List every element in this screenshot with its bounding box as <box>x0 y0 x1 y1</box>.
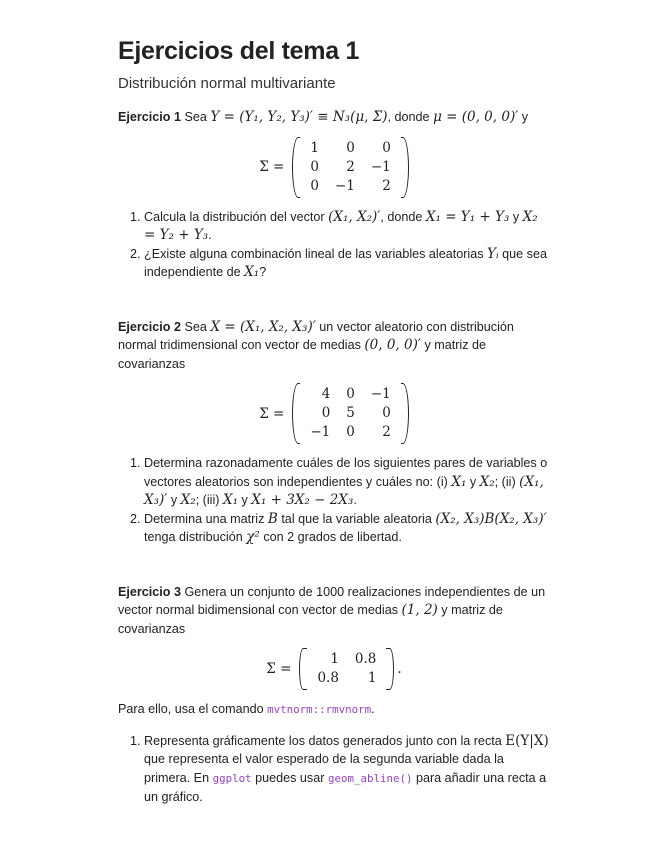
exercise-3-intro <box>118 583 550 639</box>
math: E(Y|X) <box>505 732 549 749</box>
matrix-cell: 2 <box>346 158 355 175</box>
matrix-cell: 4 <box>321 386 331 402</box>
exercise-3 <box>118 583 550 807</box>
list-item <box>144 208 550 245</box>
matrix-cell: 0.8 <box>317 670 339 686</box>
right-paren <box>386 648 394 690</box>
text: que representa el valor esperado de la segunda variable dada la primera. En <box>144 752 504 785</box>
math: X₁ <box>222 492 238 508</box>
math: (0, 0, 0)′ <box>364 337 421 353</box>
exercise-2-label: Ejercicio 2 <box>118 319 182 334</box>
math: X₁ + 3X₂ − 2X₃ <box>251 492 354 508</box>
text: ; (iii) <box>195 493 220 507</box>
code-snippet: ggplot <box>212 771 252 785</box>
math: (X₁, X₂)′ <box>328 208 381 225</box>
matrix-cell: 1 <box>310 139 319 156</box>
left-paren <box>292 383 300 444</box>
matrix-table <box>302 385 398 442</box>
document-body <box>118 36 550 807</box>
math: X₂ <box>479 473 495 490</box>
text: y <box>521 110 529 124</box>
math: X = (X₁, X₂, X₃)′ <box>210 318 316 335</box>
matrix-cell: 0 <box>310 158 319 175</box>
exercise-1-intro <box>118 108 550 127</box>
matrix-cell: 0 <box>346 386 355 402</box>
exercise-1 <box>118 108 550 282</box>
matrix-cell: −1 <box>334 177 355 194</box>
text: ? <box>259 265 267 279</box>
matrix-cell: 0 <box>321 405 331 421</box>
text: y <box>512 209 520 224</box>
sigma-matrix-3 <box>118 648 550 690</box>
page-title: Ejercicios del tema 1 <box>118 37 360 65</box>
matrix-cell: −1 <box>310 424 331 440</box>
text: Genera un conjunto de 1000 realizaciones independientes de un vector normal bidimensional con vector de medias <box>118 584 546 617</box>
text: un vector aleatorio con distribución normal tridimensional con vector de medias <box>118 319 514 352</box>
text: y <box>241 493 248 507</box>
text: Para ello, usa el comando <box>118 702 264 716</box>
text: . <box>208 228 212 242</box>
list-item <box>144 732 550 807</box>
text: Determina razonadamente cuáles de los siguientes pares de variables o vectores aleatorios son independientes y cuáles no: (i) <box>144 456 548 489</box>
matrix-cell: 0.8 <box>354 651 377 667</box>
math: Y = (Y₁, Y₂, Y₃)′ ≡ N₃(μ, Σ) <box>210 109 388 125</box>
math: X₁ <box>244 264 260 280</box>
text: para añadir una recta a un gráfico. <box>144 770 547 804</box>
text: Sea <box>184 319 207 334</box>
text: tal que la variable aleatoria <box>281 511 432 526</box>
matrix-cell: −1 <box>370 386 391 402</box>
math: Yᵢ <box>487 245 499 262</box>
math: (X₁, X₃)′ <box>144 473 544 508</box>
matrix-table <box>309 650 384 688</box>
exercise-3-para <box>118 700 550 720</box>
sigma-symbol: Σ = <box>259 159 285 175</box>
text: con 2 grados de libertad. <box>263 530 402 544</box>
matrix-cell: 0 <box>310 177 319 194</box>
math: B <box>267 510 278 527</box>
matrix-cell: 2 <box>382 177 391 194</box>
text: Determina una matriz <box>144 511 265 526</box>
sigma-matrix-2 <box>118 383 550 444</box>
exercise-3-label: Ejercicio 3 <box>118 584 182 599</box>
math: χ² <box>246 529 260 545</box>
list-item <box>144 454 550 510</box>
matrix-cell: 5 <box>346 405 355 421</box>
math: μ = (0, 0, 0)′ <box>433 109 519 125</box>
text: ¿Existe alguna combinación lineal de las variables aleatorias <box>144 246 484 261</box>
left-paren <box>299 648 307 690</box>
matrix-parens <box>299 648 394 690</box>
text: puedes usar <box>255 770 325 785</box>
text: . <box>353 493 357 507</box>
exercise-2-intro <box>118 318 550 374</box>
matrix-cell: 0 <box>346 139 355 156</box>
list-item <box>144 245 550 282</box>
exercise-2 <box>118 318 550 547</box>
matrix-parens <box>292 137 408 198</box>
text: . <box>371 702 375 716</box>
math: X₂ <box>180 492 196 508</box>
matrix-cell: 2 <box>382 424 391 440</box>
text: y matriz de covarianzas <box>118 338 487 371</box>
page-subtitle: Distribución normal multivariante <box>118 75 336 92</box>
left-paren <box>292 137 300 198</box>
text: y matriz de covarianzas <box>118 603 503 636</box>
exercise-2-list <box>118 454 550 547</box>
matrix-cell: −1 <box>370 158 391 175</box>
matrix-cell: 1 <box>367 670 377 686</box>
code-snippet: mvtnorm::rmvnorm <box>267 703 372 716</box>
math: X₁ <box>451 473 467 490</box>
text: y <box>469 474 477 489</box>
sigma-symbol: Σ = <box>259 405 285 422</box>
matrix-cell: 1 <box>330 651 339 667</box>
matrix-table <box>302 139 398 196</box>
text: Sea <box>184 110 207 124</box>
math: X₁ = Y₁ + Y₃ <box>425 208 510 225</box>
code-snippet: geom_abline() <box>327 771 413 785</box>
right-paren <box>401 383 409 444</box>
text: , donde <box>387 110 430 124</box>
text: tenga distribución <box>144 530 243 544</box>
text: y <box>170 493 178 507</box>
text: , donde <box>380 209 423 224</box>
text: que sea independiente de <box>144 246 547 279</box>
exercise-1-label: Ejercicio 1 <box>118 110 182 124</box>
right-paren <box>401 137 409 198</box>
math: (1, 2) <box>401 602 438 618</box>
matrix-parens <box>292 383 408 444</box>
exercise-3-list <box>118 732 550 807</box>
list-item <box>144 510 550 547</box>
text: ; (ii) <box>494 474 516 489</box>
matrix-period: . <box>397 661 402 677</box>
matrix-cell: 0 <box>346 424 355 440</box>
math: X₂ = Y₂ + Y₃ <box>144 208 538 243</box>
exercise-1-list <box>118 208 550 282</box>
math: (X₂, X₃)B(X₂, X₃)′ <box>435 510 547 527</box>
matrix-cell: 0 <box>382 139 391 156</box>
matrix-cell: 0 <box>382 405 391 421</box>
sigma-matrix-1 <box>118 137 550 198</box>
text: Calcula la distribución del vector <box>144 209 325 224</box>
sigma-symbol: Σ = <box>266 661 292 677</box>
text: Representa gráficamente los datos generados junto con la recta <box>144 733 502 748</box>
